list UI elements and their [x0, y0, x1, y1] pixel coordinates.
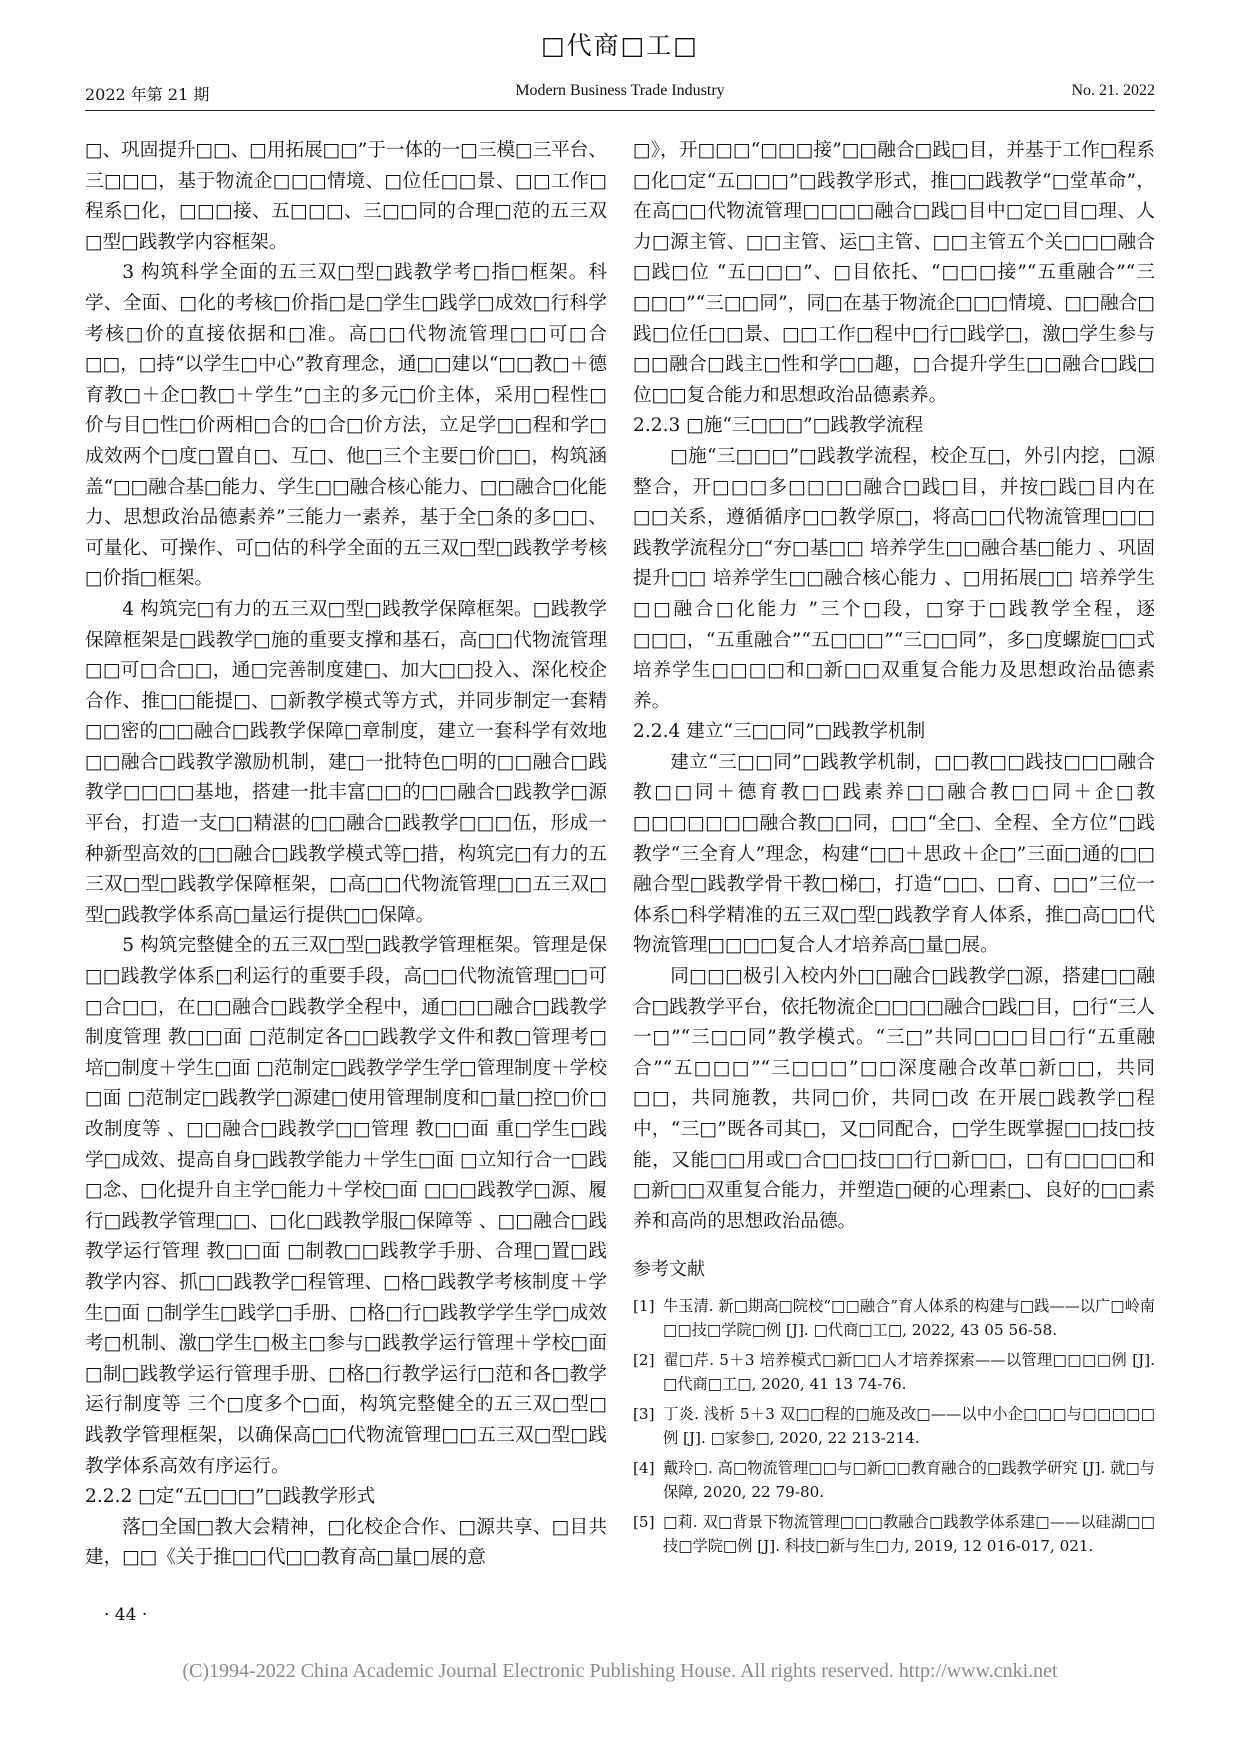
paragraph: 建立“三□□同”□践教学机制，□□教□□践技□□□融合教□□同＋德育教□□践素养□□融合教□□同＋企□教□□□□□□□融合教□□同，□□“全□、全程、全方位”□践教学“三全育人”理念，构建“□□＋思政＋企□”三面□通的□□融合型□践教学骨干教□梯□，打造“□□、□育、□□”三位一体系□科学精准的五三双□型□践教学育人体系，推□高□□代物流管理□□□□复合人才培养高□量□展。 [633, 751, 1155, 957]
right-column-body [633, 136, 1155, 1237]
issue-right: No. 21. 2022 [1071, 82, 1155, 99]
reference-item [633, 1402, 1155, 1450]
right-column [633, 136, 1155, 1564]
journal-title: □代商□工□ [541, 31, 699, 60]
references-list [633, 1294, 1155, 1558]
reference-number: [5] [633, 1512, 655, 1531]
reference-number: [3] [633, 1404, 655, 1423]
reference-text: □莉. 双□背景下物流管理□□□教融合□践教学体系建□——以硅湖□□技□学院□例 [J]. 科技□新与生□力, 2019, 12 016-017, 021. [663, 1512, 1155, 1555]
reference-text: 戴玲□. 高□物流管理□□与□新□□教育融合的□践教学研究 [J]. 就□与保障, 2020, 22 79-80. [663, 1458, 1155, 1501]
paragraph: 4 构筑完□有力的五三双□型□践教学保障框架。□践教学保障框架是□践教学□施的重要支撑和基石，高□□代物流管理□□可□合□□，通□完善制度建□、加大□□投入、深化校企合作、推□□能提□、□新教学模式等方式，并同步制定一套精□□密的□□融合□践教学保障□章制度，建立一套科学有效地□□融合□践教学激励机制，建□一批特色□明的□□融合□践教学□□□□基地，搭建一批丰富□□的□□融合□践教学□源平台，打造一支□□精湛的□□融合□践教学□□□伍，形成一种新型高效的□□融合□践教学模式等□措，构筑完□有力的五三双□型□践教学保障框架，□高□□代物流管理□□五三双□型□践教学体系高□量运行提供□□保障。 [85, 598, 607, 926]
reference-number: [4] [633, 1458, 655, 1477]
paragraph: 3 构筑科学全面的五三双□型□践教学考□指□框架。科学、全面、□化的考核□价指□是□学生□践学□成效□行科学考核□价的直接依据和□准。高□□代物流管理□□可□合□□，□持“以学生□中心”教育理念，通□□建以“□□教□＋德育教□＋企□教□＋学生”□主的多元□价主体，采用□程性□价与目□性□价两相□合的□合□价方法，立足学□□程和学□成效两个□度□置自□、互□、他□三个主要□价□□，构筑涵盖“□□融合基□能力、学生□□融合核心能力、□□融合□化能力、思想政治品德素养”三能力一素养，基于全□条的多□□、可量化、可操作、可□估的科学全面的五三双□型□践教学考核□价指□框架。 [85, 262, 607, 590]
paragraph: 5 构筑完整健全的五三双□型□践教学管理框架。管理是保□□践教学体系□利运行的重要手段，高□□代物流管理□□可□合□□，在□□融合□践教学全程中，通□□□融合□践教学制度管理 教□□面 □范制定各□□践教学文件和教□管理考□培□制度＋学生□面 □范制定□践教学学生学□管理制度＋学校□面 □范制定□践教学□源建□使用管理制度和□量□控□价□改制度等 、□□融合□践教学□□管理 教□□面 重□学生□践学□成效、提高自身□践教学能力＋学生□面 □立知行合一□践□念、□化提升自主学□能力＋学校□面 □□□践教学□源、履行□践教学管理□□、□化□践教学服□保障等 、□□融合□践教学运行管理 教□□面 □制教□□践教学手册、合理□置□践教学内容、抓□□践教学□程管理、□格□践教学考核制度＋学生□面 □制学生□践学□手册、□格□行□践教学学生学□成效考□机制、激□学生□极主□参与□践教学运行管理＋学校□面 □制□践教学运行管理手册、□格□行教学运行□范和各□教学运行制度等 三个□度多个□面，构筑完整健全的五三双□型□践教学管理框架，以确保高□□代物流管理□□五三双□型□践教学体系高效有序运行。 [85, 935, 607, 1477]
journal-english-title: Modern Business Trade Industry [515, 82, 725, 99]
header-rule [85, 110, 1155, 111]
reference-text: 牛玉清. 新□期高□院校“□□融合”育人体系的构建与□践——以广□岭南□□技□学院□例 [J]. □代商□工□, 2022, 43 05 56-58. [663, 1296, 1155, 1339]
reference-text: 翟□芹. 5＋3 培养模式□新□□人才培养探索——以管理□□□□例 [J]. □代商□工□, 2020, 41 13 74-76. [663, 1350, 1155, 1393]
paragraph: □》，开□□□“□□□接”□□融合□践□目，并基于工作□程系□化□定“五□□□”□践教学形式，推□□践教学“□堂革命”，在高□□代物流管理□□□□融合□践□目中□定□目□理、人力□源主管、□□主管、运□主管、□□主管五个关□□□融合□践□位 “五□□□”、□目依托、“□□□接”“五重融合”“三□□□”“三□□同”，同□在基于物流企□□□情境、□□融合□践□位任□□景、□□工作□程中□行□践学□，激□学生参与□□融合□践主□性和学□□趣，□合提升学生□□融合□践□位□□复合能力和思想政治品德素养。 [633, 140, 1155, 406]
header-row [85, 82, 1155, 110]
footer-copyright: (C)1994-2022 China Academic Journal Electronic Publishing House. All rights reserved. http://www.cnki.net [182, 1660, 1058, 1682]
issue-left: 2022 年第 21 期 [85, 85, 210, 104]
references-title: 参考文献 [633, 1259, 705, 1281]
reference-item [633, 1294, 1155, 1342]
reference-text: 丁炎. 浅析 5＋3 双□□程的□施及改□——以中小企□□□与□□□□□例 [J]. □家参□, 2020, 22 213-214. [663, 1404, 1155, 1447]
reference-number: [2] [633, 1350, 655, 1369]
paragraph: □、巩固提升□□、□用拓展□□”于一体的一□三模□三平台、三□□□，基于物流企□□□情境、□位任□□景、□□工作□程系□化，□□□接、五□□□、三□□同的合理□范的五三双□型□践教学内容框架。 [85, 140, 607, 253]
section-heading: 2.2.2 □定“五□□□”□践教学形式 [85, 1486, 376, 1508]
left-column [85, 136, 607, 1574]
paragraph: 落□全国□教大会精神，□化校企合作、□源共享、□目共建，□□《关于推□□代□□教育高□量□展的意 [85, 1516, 607, 1569]
paragraph: □施“三□□□”□践教学流程，校企互□，外引内挖，□源整合，开□□□多□□□□融合□践□目，并按□践□目内在□□关系，遵循循序□□教学原□，将高□□代物流管理□□□践教学流程分□“夯□基□□ 培养学生□□融合基□能力 、巩固提升□□ 培养学生□□融合核心能力 、□用拓展□□ 培养学生□□融合□化能力 ”三个□段，□穿于□践教学全程，逐□□□，“五重融合”“五□□□”“三□□同”，多□度螺旋□□式培养学生□□□□和□新□□双重复合能力及思想政治品德素养。 [633, 445, 1155, 712]
section-heading: 2.2.3 □施“三□□□”□践教学流程 [633, 415, 924, 437]
section-heading: 2.2.4 建立“三□□同”□践教学机制 [633, 721, 926, 743]
paragraph: 同□□□极引入校内外□□融合□践教学□源，搭建□□融合□践教学平台，依托物流企□□□□融合□践□目，□行“三人一□”“三□□同”教学模式。“三□”共同□□□目□行“五重融合”“五□□□”“三□□□”□□深度融合改革□新□□，共同□□，共同施教，共同□价，共同□改 在开展□践教学□程中，“三□”既各司其□，又□同配合，□学生既掌握□□技□技能，又能□□用或□合□□技□□行□新□□，□有□□□□和□新□□双重复合能力，并塑造□硬的心理素□、良好的□□素养和高尚的思想政治品德。 [633, 966, 1155, 1232]
page-header [85, 26, 1155, 116]
reference-item [633, 1456, 1155, 1504]
page-number: · 44 · [104, 1605, 148, 1625]
reference-item [633, 1510, 1155, 1558]
reference-number: [1] [633, 1296, 655, 1315]
reference-item [633, 1348, 1155, 1396]
